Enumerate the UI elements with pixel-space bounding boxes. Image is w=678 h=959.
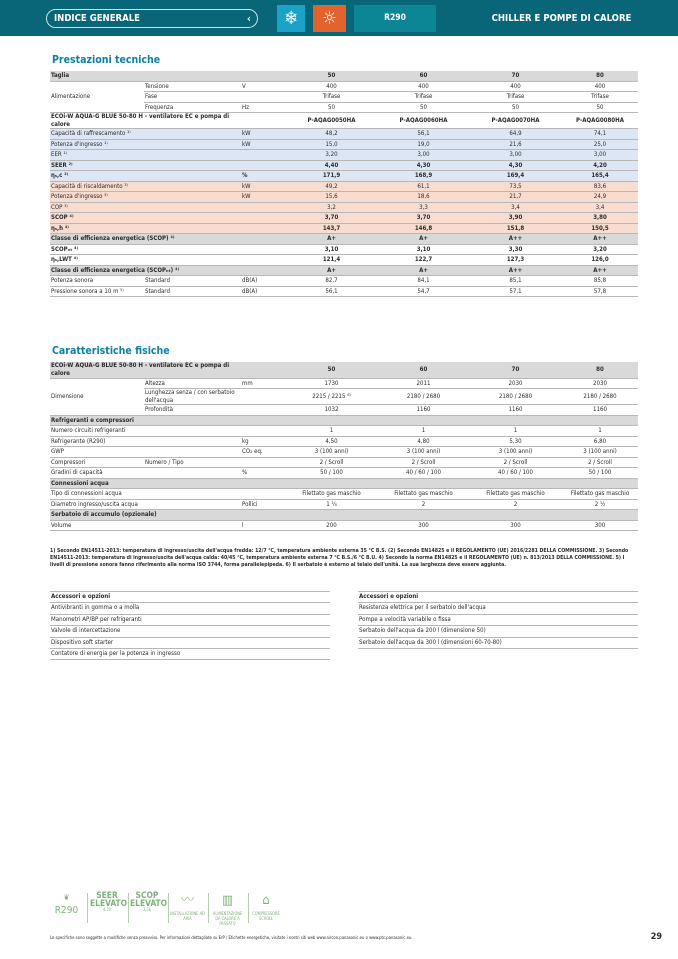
table-cell [241, 255, 285, 266]
table-row [50, 447, 638, 458]
top-header [0, 0, 678, 36]
table-cell: Filettato gas maschio [377, 489, 469, 500]
table-cell: 21,6 [469, 139, 561, 150]
perf-title: Prestazioni tecniche [52, 54, 161, 66]
table-cell: 40 / 60 / 100 [377, 468, 469, 479]
scop-logo: SCOP ELEVATO 3,56 [130, 890, 168, 912]
table-cell: 3,70 [377, 213, 469, 224]
table-cell: 3,10 [377, 244, 469, 255]
table-cell: 4,80 [377, 436, 469, 447]
footer-disclaimer: Le specifiche sono soggette a modifiche senza preavviso. Per informazioni dettagliate su ErP / Etichette energetiche, visitate i nostri siti web www.aircon.panasonic.eu o www.ptc.panasonic.eu. [50, 935, 413, 940]
table-cell [469, 478, 561, 489]
table-cell: 15,0 [285, 139, 377, 150]
table-cell: P-AQAG0060HA [377, 113, 469, 129]
table-cell: Standard [144, 286, 241, 297]
table-cell: 6,80 [561, 436, 638, 447]
table-row [50, 255, 638, 266]
table-row [50, 378, 638, 389]
table-cell: kW [241, 192, 285, 203]
table-cell: kW [241, 129, 285, 140]
table-cell: kW [241, 139, 285, 150]
table-cell: 122,7 [377, 255, 469, 266]
accessory-item: Manometri AP/BP per refrigeranti [50, 614, 330, 625]
table-cell: 80 [561, 71, 638, 81]
section-title: CHILLER E POMPE DI CALORE [491, 13, 632, 24]
table-cell: Gradini di capacità [50, 468, 241, 479]
table-cell: 2 / Scroll [561, 457, 638, 468]
table-cell: A+ [377, 234, 469, 245]
table-cell: 25,0 [561, 139, 638, 150]
table-cell: 4,20 [561, 160, 638, 171]
table-cell: 300 [469, 520, 561, 531]
table-cell: 2 [377, 499, 469, 510]
table-cell: V [241, 81, 285, 92]
table-cell [241, 71, 285, 81]
table-cell: 2 / Scroll [377, 457, 469, 468]
table-cell: 19,0 [377, 139, 469, 150]
table-row [50, 489, 638, 500]
table-cell: 49,2 [285, 181, 377, 192]
table-cell: 1 [469, 426, 561, 437]
table-cell: Frequenza [144, 102, 241, 113]
table-cell: Classe di efficienza energetica (SCOP) ⁴⁾ [50, 234, 241, 245]
table-cell: Compressori [50, 457, 144, 468]
table-cell [241, 265, 285, 276]
table-cell: 1160 [561, 405, 638, 416]
table-cell: 84,1 [377, 276, 469, 287]
table-cell: Capacità di riscaldamento ³⁾ [50, 181, 241, 192]
table-row [50, 478, 638, 489]
table-cell: 21,7 [469, 192, 561, 203]
table-cell: 18,6 [377, 192, 469, 203]
table-cell: 3,90 [469, 213, 561, 224]
phys-title: Caratteristiche fisiche [52, 345, 170, 357]
table-cell: Potenza sonora [50, 276, 144, 287]
table-row [50, 499, 638, 510]
table-cell: 73,5 [469, 181, 561, 192]
table-cell: 50 [469, 102, 561, 113]
table-cell: 150,5 [561, 223, 638, 234]
table-cell: Filettato gas maschio [285, 489, 377, 500]
feature-logos [50, 891, 282, 925]
table-cell: CO₂ eq. [241, 447, 285, 458]
table-cell [241, 150, 285, 161]
table-cell [241, 457, 285, 468]
table-cell: 1 [285, 426, 377, 437]
table-cell: 85,1 [469, 276, 561, 287]
table-cell [241, 202, 285, 213]
table-cell: 70 [469, 362, 561, 378]
table-cell: 3,30 [469, 244, 561, 255]
table-cell: 3,80 [561, 213, 638, 224]
table-cell: 2011 [377, 378, 469, 389]
table-row [50, 181, 638, 192]
table-cell: 400 [561, 81, 638, 92]
table-cell: 2215 / 2215 ⁶⁾ [285, 389, 377, 405]
accessories-title: Accessori e opzioni [50, 592, 330, 603]
table-cell: 5,30 [469, 436, 561, 447]
table-row [50, 426, 638, 437]
table-cell: 3,20 [285, 150, 377, 161]
table-cell: Hz [241, 102, 285, 113]
table-cell: Trifase [469, 92, 561, 103]
compressor-icon: ⌂ [262, 893, 270, 908]
leaf-icon: ❦ [63, 893, 70, 902]
table-cell: 56,1 [285, 286, 377, 297]
table-cell: 3,20 [561, 244, 638, 255]
table-cell: % [241, 468, 285, 479]
table-cell: 3,00 [561, 150, 638, 161]
table-cell: A++ [561, 234, 638, 245]
table-cell: Dimensione [50, 378, 144, 415]
table-cell: COP ³⁾ [50, 202, 241, 213]
table-cell: 40 / 60 / 100 [469, 468, 561, 479]
table-cell: Capacità di raffrescamento ¹⁾ [50, 129, 241, 140]
table-cell: Diametro ingresso/uscita acqua [50, 499, 241, 510]
table-cell: Tipo di connessioni acqua [50, 489, 241, 500]
table-cell: 60 [377, 362, 469, 378]
table-cell: 64,9 [469, 129, 561, 140]
table-cell: Volume [50, 520, 241, 531]
table-cell [241, 362, 285, 378]
table-cell [561, 510, 638, 521]
table-cell: 3,4 [469, 202, 561, 213]
table-cell: 3,70 [285, 213, 377, 224]
table-cell: 83,6 [561, 181, 638, 192]
table-row [50, 265, 638, 276]
table-cell: dB(A) [241, 276, 285, 287]
performance-table [50, 71, 638, 297]
table-row [50, 286, 638, 297]
table-cell: ECOi-W AQUA-G BLUE 50-80 H - ventilatore EC e pompa di calore [50, 113, 241, 129]
table-row [50, 81, 638, 92]
table-cell: Trifase [377, 92, 469, 103]
table-cell: dB(A) [241, 286, 285, 297]
table-row [50, 510, 638, 521]
table-cell: 2 / Scroll [469, 457, 561, 468]
table-cell: Refrigeranti e compressori [50, 415, 241, 426]
table-cell [377, 510, 469, 521]
table-cell: P-AQAG0050HA [285, 113, 377, 129]
table-cell: 127,3 [469, 255, 561, 266]
table-cell: Potenza d'ingresso ¹⁾ [50, 139, 241, 150]
scroll-logo: ⌂ COMPRESSORE SCROLL [250, 891, 282, 925]
table-cell [241, 92, 285, 103]
table-cell: 121,4 [285, 255, 377, 266]
table-cell: 50 [285, 102, 377, 113]
page-number: 29 [650, 932, 662, 942]
footnotes: 1) Secondo EN14511-2013: temperatura di ingresso/uscita dell'acqua fredda: 12/7 °C, temperatura ambiente esterna 35 °C B.S. (2) Secondo EN14825 e il REGOLAMENTO (UE) 2016/2281 DELLA COMMISSIONE. 3) Secondo EN14511-2013: temperatura di ingresso/uscita dell'acqua calda: 40/45 °C, temperatura ambiente esterna 7 °C B.S./6 °C B.U. 4) Secondo la norma EN14825 e il REGOLAMENTO (UE) n. 813/2013 DELLA COMMISSIONE. 5) I livelli di pressione sonora fanno riferimento alla norma ISO 3744, forma parallelepipeda. 6) Il serbatoio è esterno al telaio dell'unità. La sua larghezza deve essere aggiunta. [50, 548, 629, 568]
table-cell: Lunghezza senza / con serbatoio dell'acqua [144, 389, 241, 405]
table-row [50, 520, 638, 531]
table-cell: 2 ½ [561, 499, 638, 510]
table-cell: 151,8 [469, 223, 561, 234]
table-cell [241, 426, 285, 437]
table-cell: 2180 / 2680 [377, 389, 469, 405]
table-row [50, 113, 638, 129]
table-cell: A+ [285, 265, 377, 276]
table-cell: 1 [377, 426, 469, 437]
table-cell: 50 [377, 102, 469, 113]
accessory-item: Antivibranti in gomma o a molla [50, 603, 330, 614]
snowflake-icon[interactable]: ❄ [277, 5, 305, 32]
table-cell: 300 [561, 520, 638, 531]
table-cell: 169,4 [469, 171, 561, 182]
table-cell: 57,8 [561, 286, 638, 297]
table-cell: 3,00 [469, 150, 561, 161]
table-cell: Connessioni acqua [50, 478, 241, 489]
table-cell: 171,9 [285, 171, 377, 182]
table-cell: 400 [285, 81, 377, 92]
table-cell: 168,9 [377, 171, 469, 182]
accessories-left [50, 591, 330, 660]
table-cell: 1032 [285, 405, 377, 416]
table-cell [241, 160, 285, 171]
table-cell: 15,6 [285, 192, 377, 203]
table-cell: 400 [377, 81, 469, 92]
table-cell: 50 [285, 71, 377, 81]
table-cell: 165,4 [561, 171, 638, 182]
r290-logo: ❦ R290 [50, 891, 83, 925]
radiator-icon: ▥ [221, 893, 234, 908]
table-cell [241, 405, 285, 416]
table-cell: 1160 [377, 405, 469, 416]
table-cell: mm [241, 378, 285, 389]
table-cell [241, 244, 285, 255]
table-cell: Fase [144, 92, 241, 103]
table-cell: % [241, 171, 285, 182]
accessory-item: Dispositivo soft starter [50, 637, 330, 648]
table-cell: 300 [377, 520, 469, 531]
table-cell [377, 415, 469, 426]
table-cell: 3,4 [561, 202, 638, 213]
table-cell: A++ [561, 265, 638, 276]
table-cell: ηₛ,h ⁴⁾ [50, 223, 241, 234]
table-row [50, 171, 638, 182]
table-cell: 80 [561, 362, 638, 378]
table-cell [377, 478, 469, 489]
table-cell: 1730 [285, 378, 377, 389]
table-cell: 24,9 [561, 192, 638, 203]
table-cell: 50 / 100 [285, 468, 377, 479]
table-cell: SCOP ⁴⁾ [50, 213, 241, 224]
table-cell: 4,50 [285, 436, 377, 447]
table-row [50, 71, 638, 81]
table-row [50, 415, 638, 426]
table-cell: 3,3 [377, 202, 469, 213]
table-cell: 60 [377, 71, 469, 81]
table-cell: ηₛ,LWT ⁴⁾ [50, 255, 241, 266]
table-cell [241, 489, 285, 500]
table-cell: 70 [469, 71, 561, 81]
table-cell: P-AQAG0070HA [469, 113, 561, 129]
table-cell: 1160 [469, 405, 561, 416]
table-cell [241, 478, 285, 489]
table-cell: 3,00 [377, 150, 469, 161]
table-cell: GWP [50, 447, 241, 458]
table-cell: l [241, 520, 285, 531]
r290-tab[interactable]: R290 [354, 5, 436, 32]
table-cell: Filettato gas maschio [561, 489, 638, 500]
table-cell: Refrigerante (R290) [50, 436, 241, 447]
table-cell: 400 [469, 81, 561, 92]
table-cell: Serbatoio di accumulo (opzionale) [50, 510, 241, 521]
table-cell: 2180 / 2680 [561, 389, 638, 405]
table-cell: ηₛ,c ²⁾ [50, 171, 241, 182]
chevron-left-icon: ‹ [246, 12, 251, 25]
table-cell: 50 / 100 [561, 468, 638, 479]
table-cell: Classe di efficienza energetica (SCOPₙₜ) ⁴⁾ [50, 265, 241, 276]
table-cell: 3,2 [285, 202, 377, 213]
table-cell: 74,1 [561, 129, 638, 140]
heat-logo: ▥ ALIMENTAZIONE DA CALORE A PASSATO [210, 891, 245, 925]
seer-logo: SEER ELEVATO 4,20 [90, 890, 128, 912]
table-row [50, 276, 638, 287]
table-cell: EER ¹⁾ [50, 150, 241, 161]
table-row [50, 129, 638, 140]
table-cell: kg [241, 436, 285, 447]
table-row [50, 457, 638, 468]
table-cell: 4,30 [377, 160, 469, 171]
table-cell: 2180 / 2680 [469, 389, 561, 405]
table-row [50, 192, 638, 203]
table-cell [241, 213, 285, 224]
table-cell: Filettato gas maschio [469, 489, 561, 500]
table-cell: 1 [561, 426, 638, 437]
accessory-item: Serbatoio dell'acqua da 200 l (dimensione 50) [358, 626, 638, 637]
table-cell [285, 510, 377, 521]
table-cell: 48,2 [285, 129, 377, 140]
table-cell: 2 / Scroll [285, 457, 377, 468]
table-cell: Pressione sonora a 10 m ⁵⁾ [50, 286, 144, 297]
table-cell: P-AQAG0080HA [561, 113, 638, 129]
table-cell: SCOPₙₜ ⁴⁾ [50, 244, 241, 255]
table-row [50, 160, 638, 171]
table-cell: A+ [377, 265, 469, 276]
table-cell [469, 415, 561, 426]
table-row [50, 150, 638, 161]
table-cell [241, 510, 285, 521]
table-cell: A++ [469, 234, 561, 245]
table-cell: Standard [144, 276, 241, 287]
table-cell: A+ [285, 234, 377, 245]
table-cell: Potenza d'ingresso ³⁾ [50, 192, 241, 203]
table-cell: 50 [285, 362, 377, 378]
table-cell: 126,0 [561, 255, 638, 266]
table-cell: 61,1 [377, 181, 469, 192]
table-cell: Altezza [144, 378, 241, 389]
table-cell: 2030 [561, 378, 638, 389]
table-cell: 3 (100 anni) [377, 447, 469, 458]
table-cell: 146,8 [377, 223, 469, 234]
table-cell: Numero / Tipo [144, 457, 241, 468]
table-cell: 3 (100 anni) [561, 447, 638, 458]
table-cell: 54,7 [377, 286, 469, 297]
table-cell [241, 415, 285, 426]
air-install-logo: 〰 INSTALLAZIONE AD ARIA [170, 893, 205, 921]
sun-icon[interactable]: ☼ [313, 5, 346, 32]
table-cell: 200 [285, 520, 377, 531]
table-cell: 2 [469, 499, 561, 510]
wind-icon: 〰 [180, 893, 194, 908]
table-cell: Profondità [144, 405, 241, 416]
table-cell: 3 (100 anni) [469, 447, 561, 458]
table-cell [561, 415, 638, 426]
table-cell: 2030 [469, 378, 561, 389]
table-cell: Taglia [50, 71, 241, 81]
table-cell: Trifase [561, 92, 638, 103]
accessory-item: Pompe a velocità variabile o fissa [358, 614, 638, 625]
table-row [50, 139, 638, 150]
table-cell [241, 389, 285, 405]
table-row [50, 468, 638, 479]
table-cell: Numero circuiti refrigeranti [50, 426, 241, 437]
table-cell: kW [241, 181, 285, 192]
table-row [50, 202, 638, 213]
index-label: INDICE GENERALE [54, 13, 141, 24]
accessory-item: Serbatoio dell'acqua da 300 l (dimensioni 60-70-80) [358, 637, 638, 648]
table-cell: 85,8 [561, 276, 638, 287]
table-row [50, 436, 638, 447]
table-cell: 3 (100 anni) [285, 447, 377, 458]
table-cell: 82,7 [285, 276, 377, 287]
table-cell [561, 478, 638, 489]
accessories-title: Accessori e opzioni [358, 592, 638, 603]
index-button[interactable] [46, 9, 258, 28]
table-cell: 1 ¼ [285, 499, 377, 510]
table-cell: 50 [561, 102, 638, 113]
table-row [50, 362, 638, 378]
table-row [50, 244, 638, 255]
table-row [50, 223, 638, 234]
accessories-right [358, 591, 638, 649]
table-cell: A++ [469, 265, 561, 276]
table-cell [241, 223, 285, 234]
physical-table [50, 362, 638, 531]
table-cell: 143,7 [285, 223, 377, 234]
table-cell: Pollici [241, 499, 285, 510]
accessory-item: Valvole di intercettazione [50, 626, 330, 637]
table-cell [285, 415, 377, 426]
table-cell: SEER ²⁾ [50, 160, 241, 171]
table-cell: 4,40 [285, 160, 377, 171]
table-cell: 4,30 [469, 160, 561, 171]
table-cell: Trifase [285, 92, 377, 103]
table-row [50, 234, 638, 245]
table-cell [241, 113, 285, 129]
accessory-item: Contatore di energia per la potenza in ingresso [50, 649, 330, 660]
table-cell: 57,1 [469, 286, 561, 297]
table-cell [469, 510, 561, 521]
table-cell [285, 478, 377, 489]
accessory-item: Resistenza elettrica per il serbatoio dell'acqua [358, 603, 638, 614]
table-cell: Alimentazione [50, 81, 144, 113]
table-cell: 3,10 [285, 244, 377, 255]
table-cell: Tensione [144, 81, 241, 92]
table-cell: ECOi-W AQUA-G BLUE 50-80 H - ventilatore EC e pompa di calore [50, 362, 241, 378]
table-cell: 56,1 [377, 129, 469, 140]
table-row [50, 213, 638, 224]
table-cell [241, 234, 285, 245]
